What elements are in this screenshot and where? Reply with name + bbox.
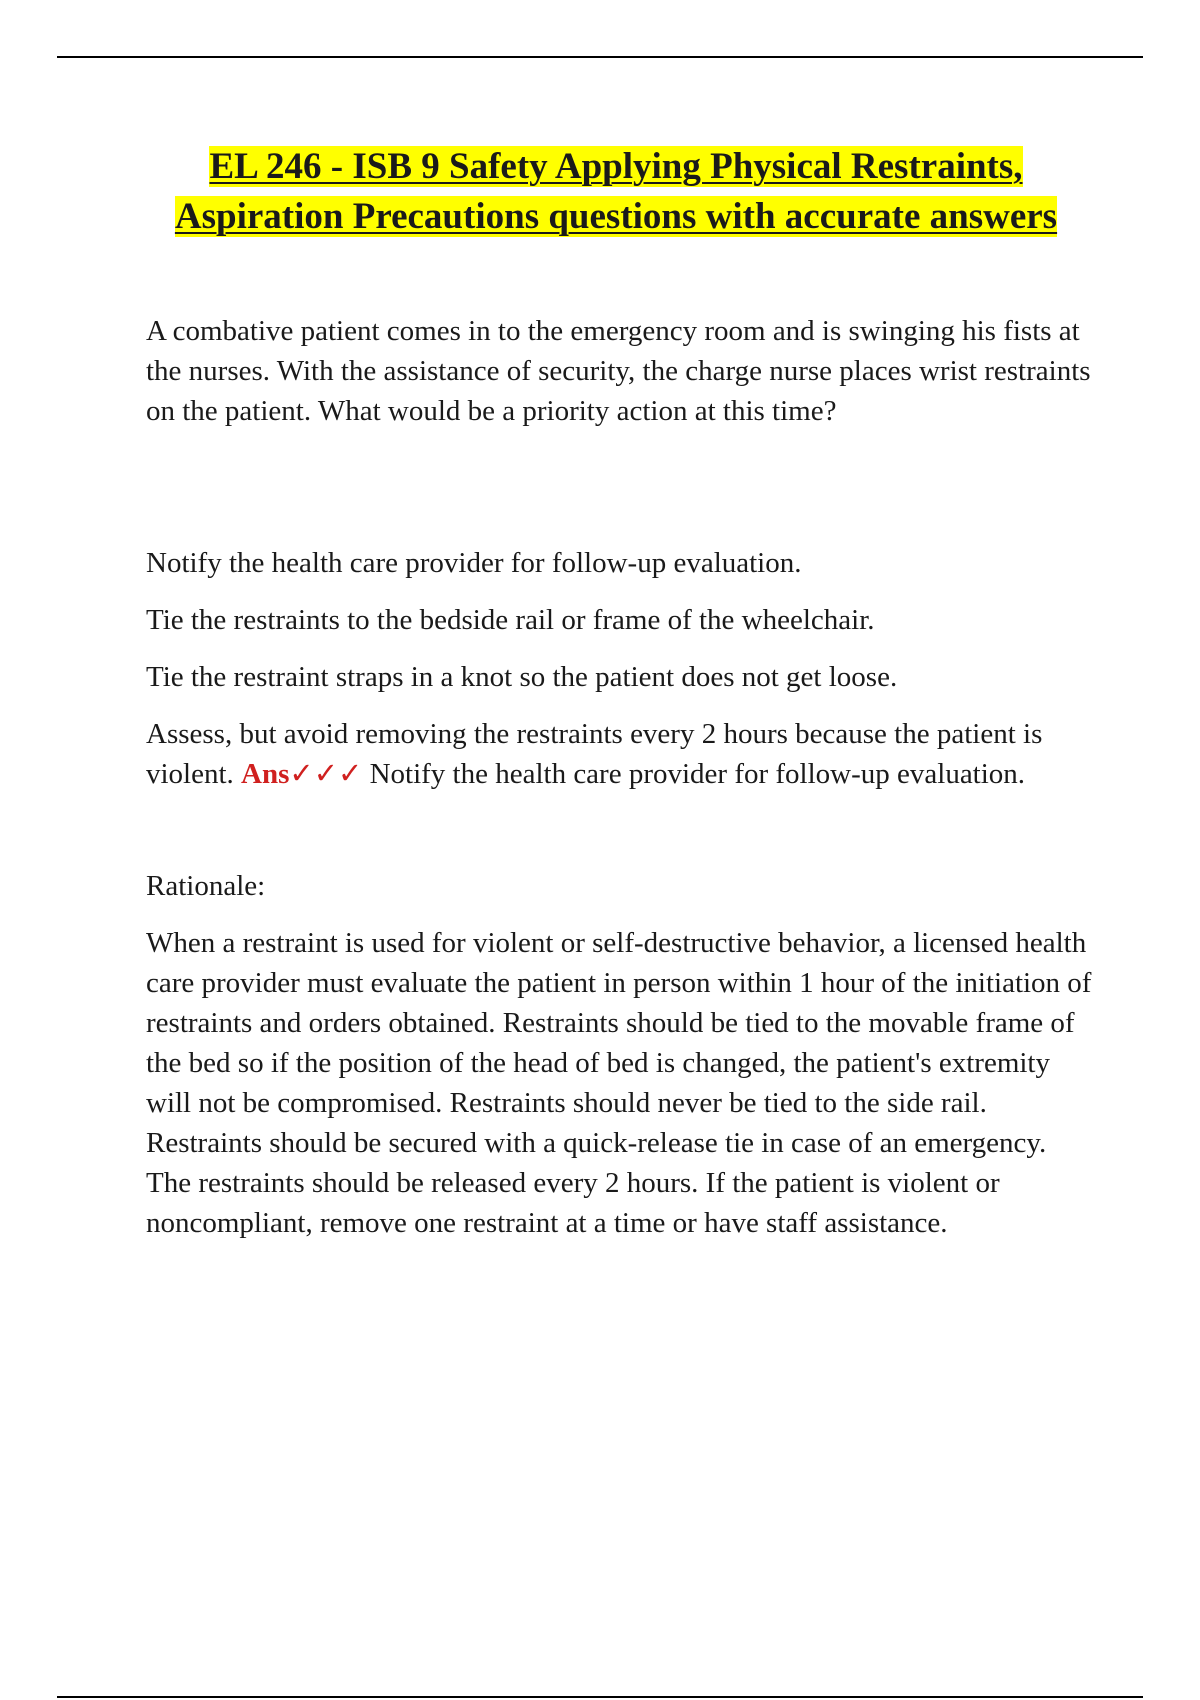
rationale-label: Rationale:: [146, 870, 266, 902]
top-rule: [57, 56, 1143, 58]
option-4-with-answer: [146, 714, 1096, 794]
document-body: [146, 311, 1096, 1243]
answer-label: Ans: [241, 758, 290, 790]
answer-text: Notify the health care provider for follow-up evaluation.: [369, 758, 1026, 790]
document-title: [146, 142, 1086, 242]
option-1: Notify the health care provider for follow-up evaluation.: [146, 547, 802, 579]
checkmark-icons: ✓✓✓: [289, 758, 363, 790]
option-3: Tie the restraint straps in a knot so the patient does not get loose.: [146, 661, 898, 693]
rationale-text: When a restraint is used for violent or self-destructive behavior, a licensed health care provider must evaluate the patient in person within 1 hour of the initiation of restraints and orders obtained. Restraints should be tied to the movable frame of the bed so if the position of the head of bed is changed, the patient's extremity will not be compromised. Restraints should never be tied to the side rail. Restraints should be secured with a quick-release tie in case of an emergency. The restraints should be released every 2 hours. If the patient is violent or noncompliant, remove one restraint at a time or have staff assistance.: [146, 927, 1092, 1239]
question-text: A combative patient comes in to the emergency room and is swinging his fists at the nurses. With the assistance of security, the charge nurse places wrist restraints on the patient. What would be a priority action at this time?: [146, 315, 1091, 427]
bottom-rule: [57, 1696, 1143, 1698]
option-2: Tie the restraints to the bedside rail or frame of the wheelchair.: [146, 604, 875, 636]
title-highlight: EL 246 - ISB 9 Safety Applying Physical Restraints, Aspiration Precautions questions with accurate answers: [174, 146, 1058, 237]
option-4: Assess, but avoid removing the restraints every 2 hours because the patient is violent.: [146, 718, 1043, 790]
